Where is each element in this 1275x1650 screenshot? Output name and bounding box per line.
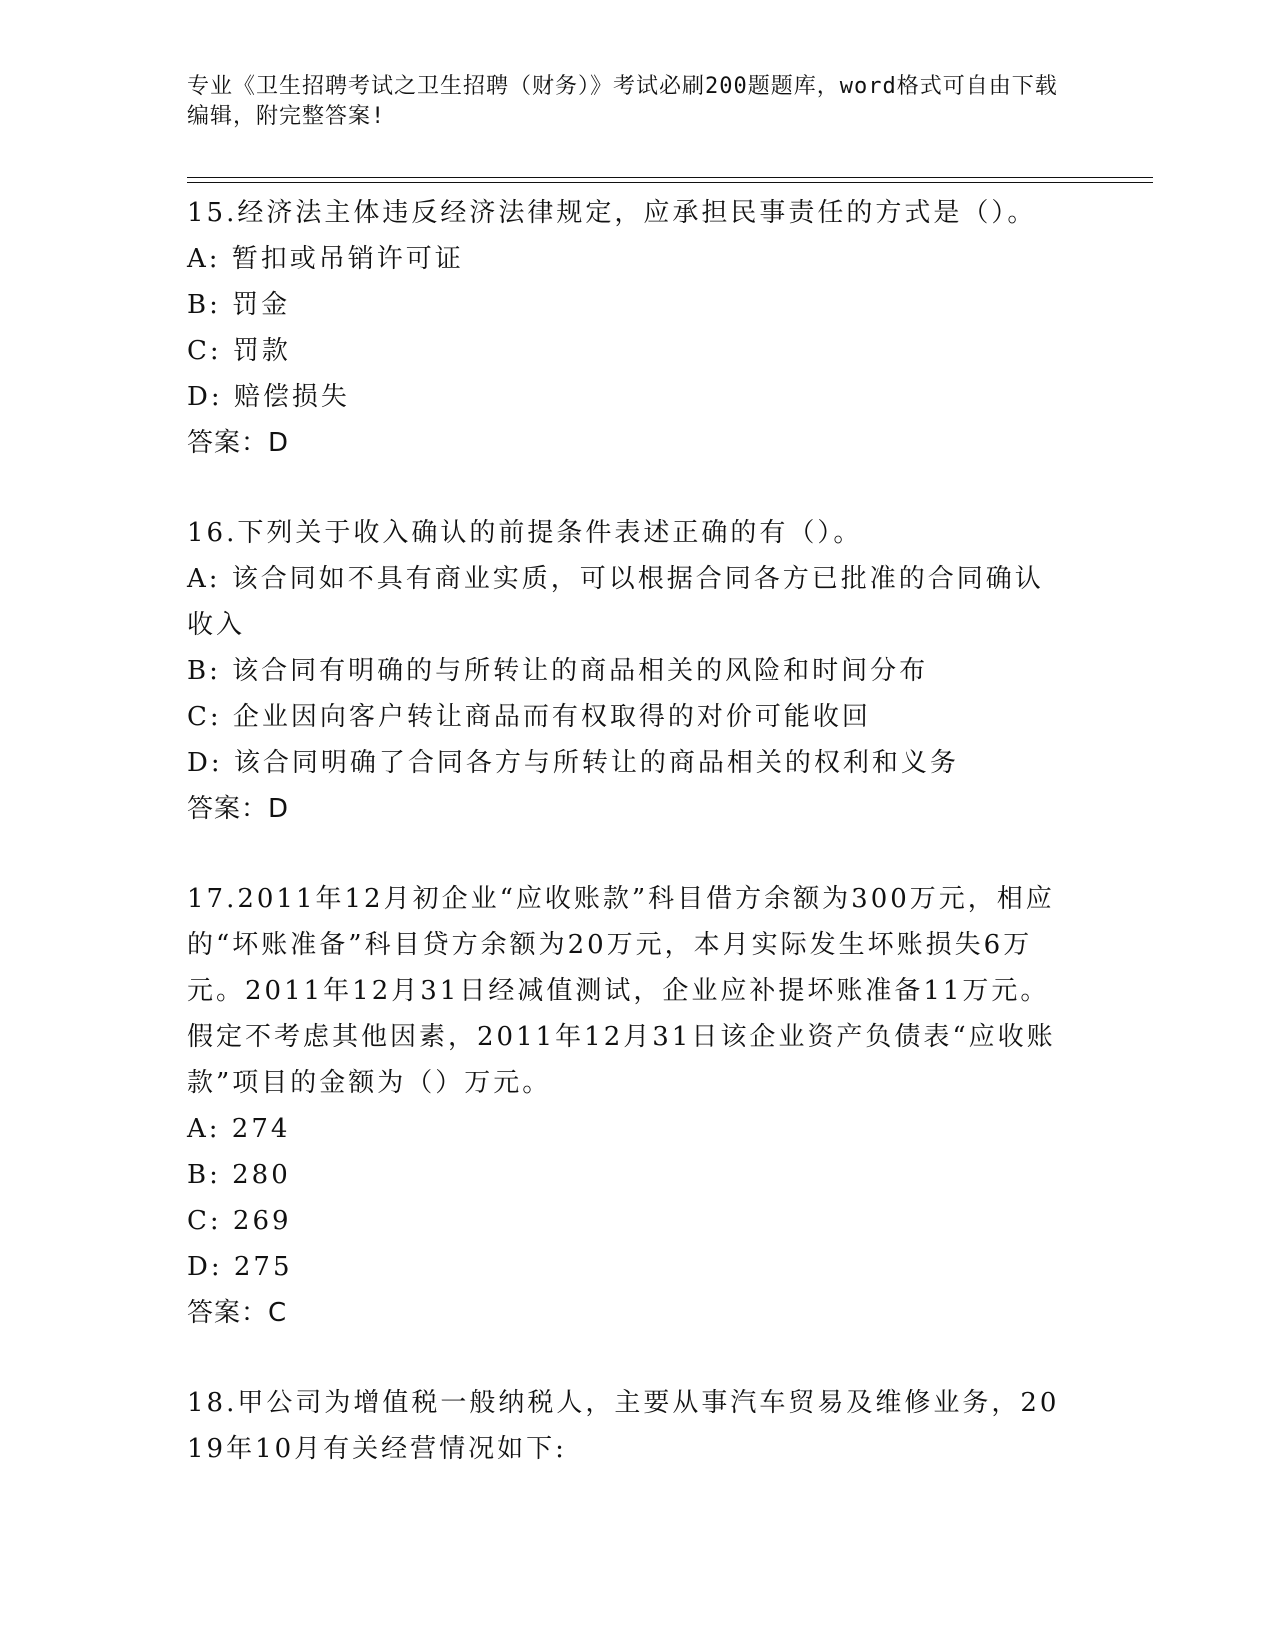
question-stem: 15.经济法主体违反经济法律规定，应承担民事责任的方式是（）。 xyxy=(187,198,1037,228)
header-divider-bottom xyxy=(187,182,1153,183)
header-divider-top xyxy=(187,177,1153,178)
answer-line: 答案：D xyxy=(187,428,290,458)
option-c: C: 罚款 xyxy=(187,336,291,366)
question-list xyxy=(187,190,1067,1516)
question-16 xyxy=(187,510,1067,832)
option-b: B: 该合同有明确的与所转让的商品相关的风险和时间分布 xyxy=(187,656,929,686)
answer-line: 答案：D xyxy=(187,794,290,824)
option-c: C: 269 xyxy=(187,1206,292,1236)
option-c: C: 企业因向客户转让商品而有权取得的对价可能收回 xyxy=(187,702,871,732)
option-a: A: 暂扣或吊销许可证 xyxy=(187,244,464,274)
question-stem: 17.2011年12月初企业“应收账款”科目借方余额为300万元，相应的“坏账准备”科目贷方余额为20万元，本月实际发生坏账损失6万元。2011年12月31日经减值测试，企业应补提坏账准备11万元。假定不考虑其他因素，2011年12月31日该企业资产负债表“应收账款”项目的金额为（）万元。 xyxy=(187,884,1056,1098)
option-a: A: 274 xyxy=(187,1114,291,1144)
question-17 xyxy=(187,876,1067,1336)
answer-line: 答案：C xyxy=(187,1298,288,1328)
option-d: D: 275 xyxy=(187,1252,293,1282)
option-d: D: 该合同明确了合同各方与所转让的商品相关的权利和义务 xyxy=(187,748,959,778)
question-18 xyxy=(187,1380,1067,1472)
option-a: A: 该合同如不具有商业实质，可以根据合同各方已批准的合同确认收入 xyxy=(187,564,1044,640)
question-stem: 18.甲公司为增值税一般纳税人，主要从事汽车贸易及维修业务，2019年10月有关经营情况如下: xyxy=(187,1388,1060,1464)
option-d: D: 赔偿损失 xyxy=(187,382,350,412)
document-header: 专业《卫生招聘考试之卫生招聘（财务）》考试必刷200题题库，word格式可自由下载编辑，附完整答案! xyxy=(187,74,1058,129)
option-b: B: 罚金 xyxy=(187,290,291,320)
question-stem: 16.下列关于收入确认的前提条件表述正确的有（）。 xyxy=(187,518,863,548)
option-b: B: 280 xyxy=(187,1160,291,1190)
question-15 xyxy=(187,190,1067,466)
